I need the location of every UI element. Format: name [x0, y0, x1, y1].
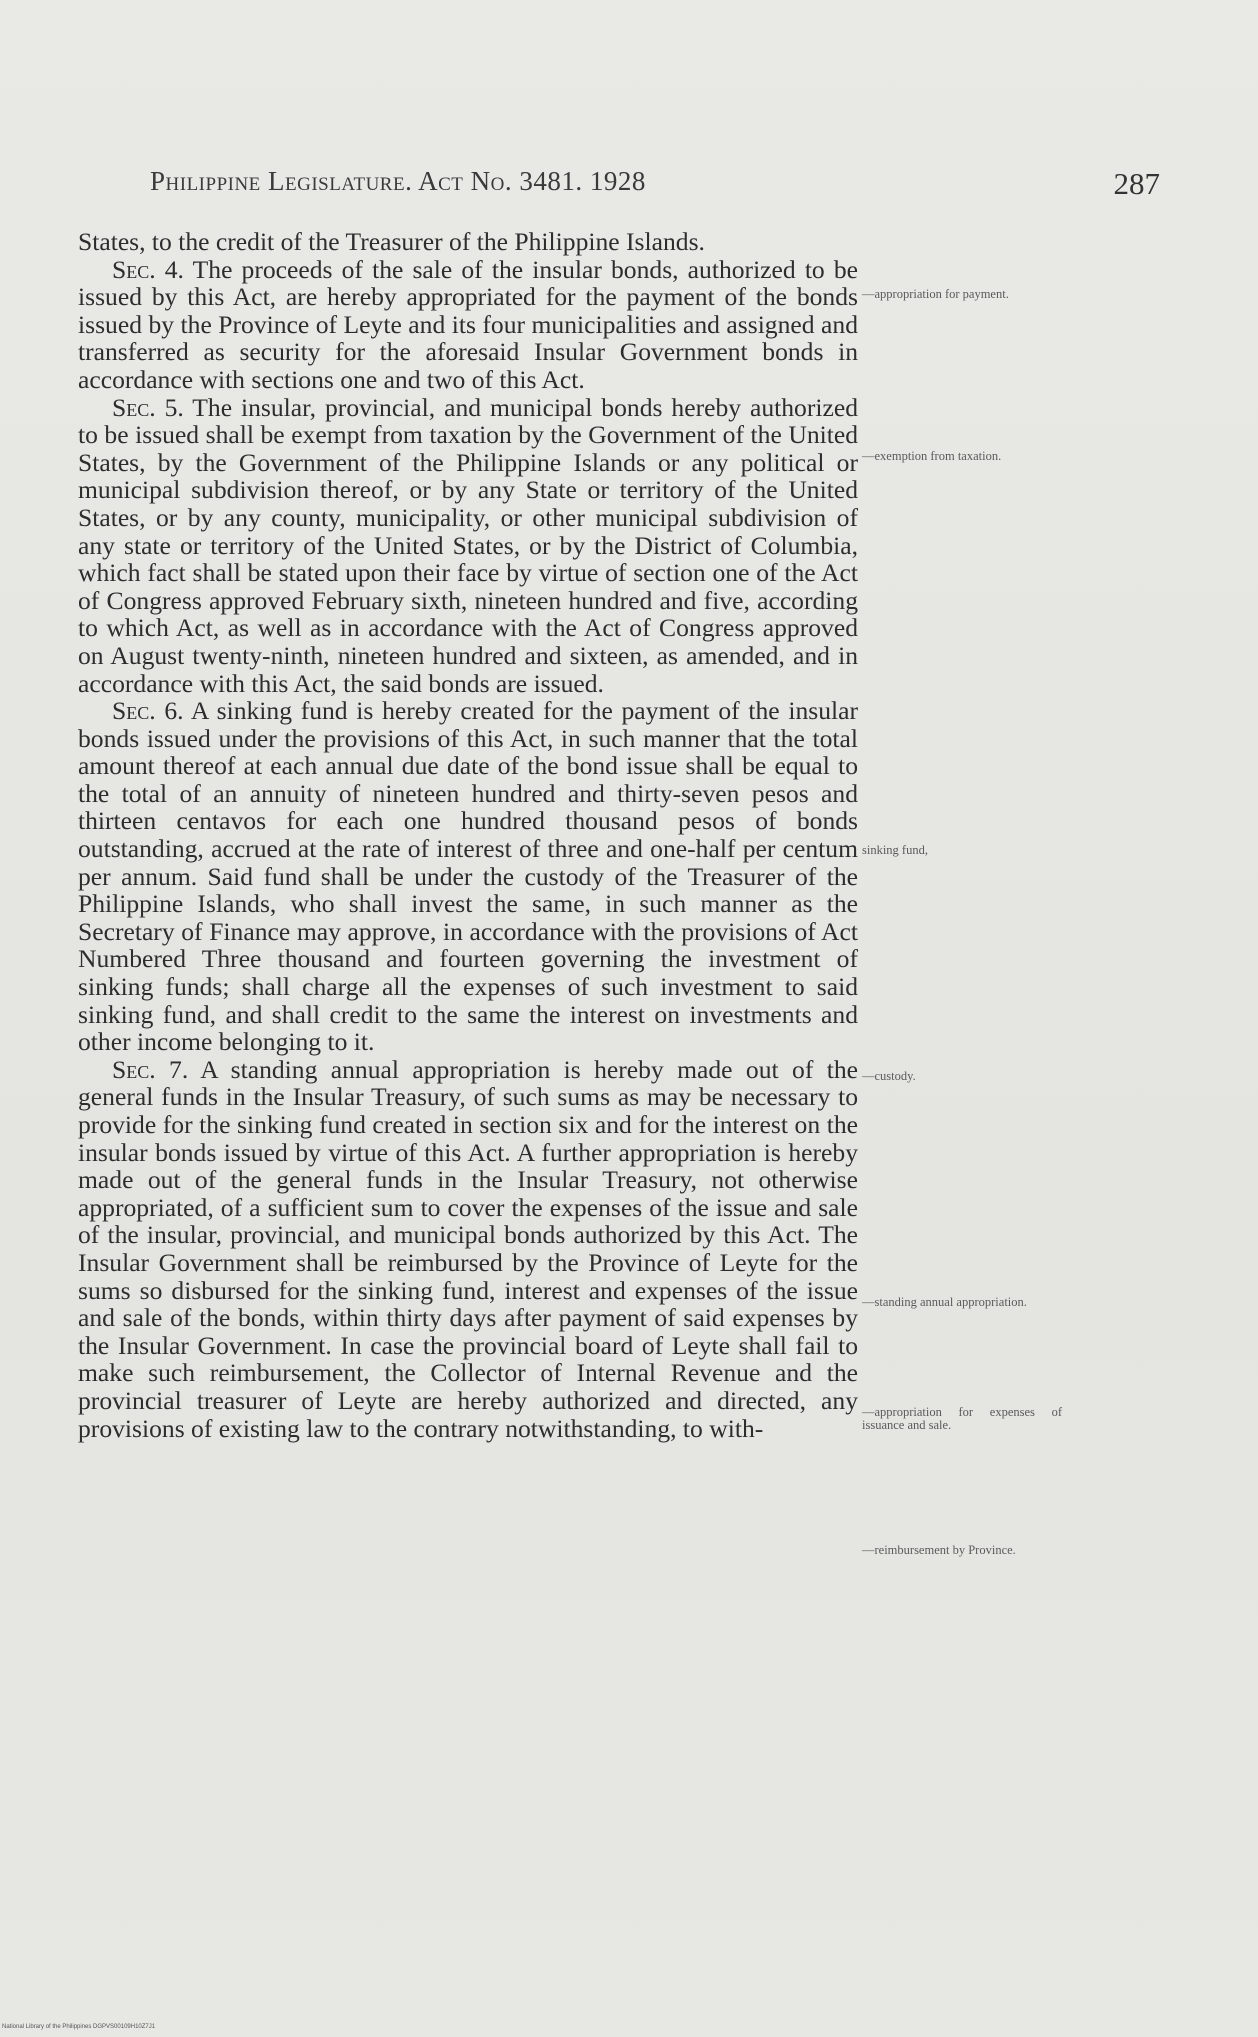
paragraph-text: The insular, provincial, and municipal bonds hereby authorized to be issued shall be exempt from taxation by the Government of the United States, by the Government of the Philippine Islands or any political or municipal subdivision thereof, or by any State or territory of the United States, or by any county, municipality, or other municipal subdivision of any state or territory of the United States, or by the District of Columbia, which fact shall be stated upon their face by virtue of section one of the Act of Congress approved February sixth, nineteen hundred and five, according to which Act, as well as in accordance with the Act of Congress approved on August twenty-ninth, nineteen hundred and sixteen, as amended, and in accordance with this Act, the said bonds are issued.	[78, 392, 859, 698]
section-label: Sec. 5.	[112, 392, 184, 422]
section-7	[78, 1056, 858, 1442]
paragraph-text: A standing annual appropriation is hereby made out of the general funds in the Insular Treasury, of such sums as may be necessary to provide for the sinking fund created in section six and for the interest on the insular bonds issued by virtue of this Act. A further appropriation is hereby made out of the general funds in the Insular Treasury, not otherwise appropriated, of a sufficient sum to cover the expenses of the issue and sale of the insular, provincial, and municipal bonds authorized by this Act. The Insular Government shall be reimbursed by the Province of Leyte for the sums so disbursed for the sinking fund, interest and expenses of the issue and sale of the bonds, within thirty days after payment of said expenses by the Insular Government. In case the provincial board of Leyte shall fail to make such reimbursement, the Collector of Internal Revenue and the provincial treasurer of Leyte are hereby authorized and directed, any provisions of existing law to the contrary notwithstanding, to with-	[78, 1054, 858, 1443]
section-5	[78, 394, 858, 698]
scan-footer: National Library of the Philippines DGPVS00109H10Z7J1	[2, 2024, 156, 2030]
section-label: Sec. 6.	[112, 696, 184, 726]
body-text	[78, 228, 858, 1442]
paragraph-text: A sinking fund is hereby created for the payment of the insular bonds issued under the provisions of this Act, in such manner that the total amount thereof at each annual due date of the bond issue shall be equal to the total of an annuity of nineteen hundred and thirty-seven pesos and thirteen centavos for each one hundred thousand pesos of bonds outstanding, accrued at the rate of interest of three and one-half per centum per annum. Said fund shall be under the custody of the Treasurer of the Philippine Islands, who shall invest the same, in such manner as the Secretary of Finance may approve, in accordance with the provisions of Act Numbered Three thousand and fourteen governing the investment of sinking funds; shall charge all the expenses of such investment to said sinking fund, and shall credit to the same the interest on investments and other income belonging to it.	[78, 696, 858, 1057]
margin-note-exemption-taxation: —exemption from taxation.	[862, 449, 1002, 463]
section-4	[78, 256, 858, 394]
paragraph-text: States, to the credit of the Treasurer of the Philippine Islands.	[78, 227, 705, 256]
section-label: Sec. 7.	[112, 1054, 189, 1084]
running-head: Philippine Legislature. Act No. 3481. 1928	[150, 166, 646, 196]
margin-note-standing-appropriation: —standing annual appropriation.	[862, 1295, 1027, 1309]
margin-note-sinking-fund: sinking fund,	[862, 843, 928, 857]
section-label: Sec. 4.	[112, 254, 184, 284]
paragraph-continuation	[78, 228, 858, 256]
margin-note-custody: —custody.	[862, 1069, 916, 1083]
margin-note-reimbursement: —reimbursement by Province.	[862, 1543, 1016, 1557]
page-number: 287	[1113, 166, 1160, 201]
page-header	[150, 166, 1160, 206]
section-6	[78, 697, 858, 1056]
paragraph-text: The proceeds of the sale of the insular bonds, authorized to be issued by this Act, are hereby appropriated for the payment of the bonds issued by the Province of Leyte and its four municipalities and assigned and transferred as security for the aforesaid Insular Government bonds in accordance with sections one and two of this Act.	[78, 254, 859, 394]
margin-note-appropriation-expenses: —appropriation for expenses of issuance and sale.	[862, 1405, 1062, 1432]
margin-note-appropriation-payment: —appropriation for payment.	[862, 287, 1009, 301]
